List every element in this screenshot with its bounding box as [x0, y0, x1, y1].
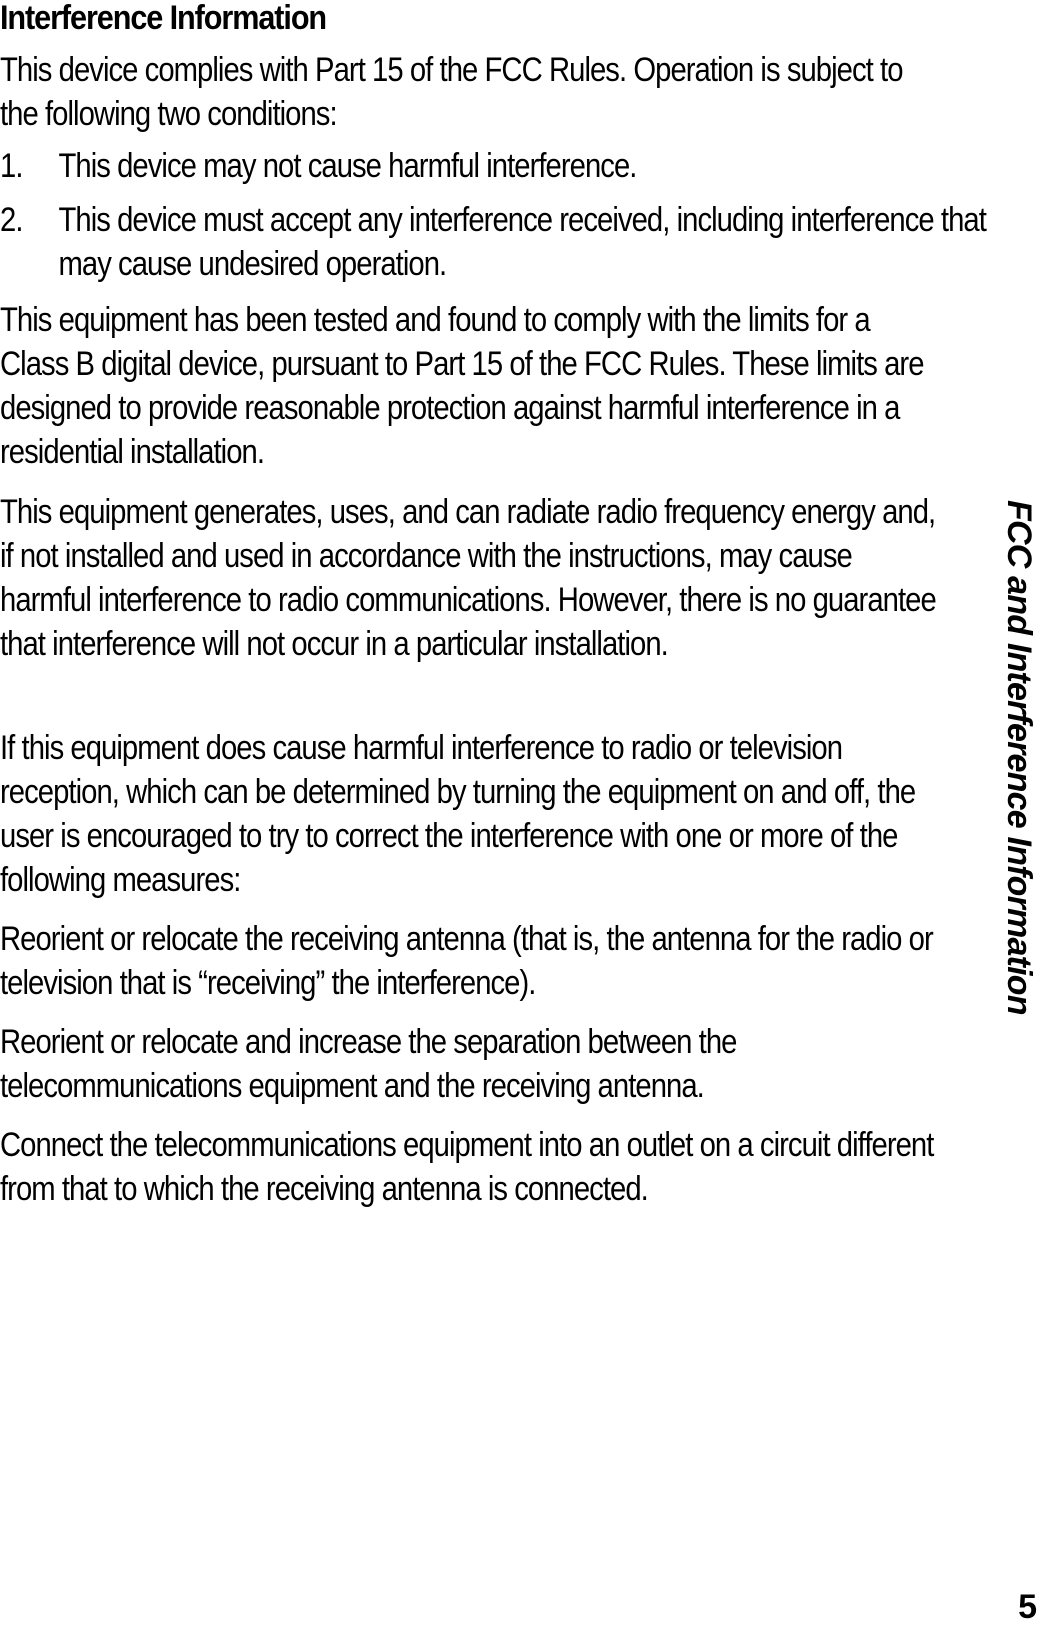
measure-reorient-antenna: Reorient or relocate the receiving antenna (that is, the antenna for the radio or television that is “receiving” the interference).: [0, 920, 933, 1002]
list-item: [0, 144, 1001, 188]
intro-paragraph: This device complies with Part 15 of the FCC Rules. Operation is subject to the following two conditions:: [0, 51, 903, 133]
side-tab: [1000, 500, 1040, 1120]
section-heading: Interference Information: [0, 0, 327, 37]
list-number: 2.: [0, 201, 23, 239]
corrective-measures-paragraph: If this equipment does cause harmful interference to radio or television reception, which can be determined by turning the equipment on and off, the user is encouraged to try to correct the interference with one or more of the following measures:: [0, 729, 916, 899]
list-text: This device may not cause harmful interference.: [58, 147, 637, 185]
page-number: 5: [1018, 1588, 1037, 1626]
list-number: 1.: [0, 147, 23, 185]
class-b-paragraph: This equipment has been tested and found to comply with the limits for a Class B digital device, pursuant to Part 15 of the FCC Rules. These limits are designed to provide reasonable protection against harmful interference in a residential installation.: [0, 301, 924, 471]
radio-frequency-paragraph: This equipment generates, uses, and can radiate radio frequency energy and, if not installed and used in accordance with the instructions, may cause harmful interference to radio communications. However, there is no guarantee that interference will not occur in a particular installation.: [0, 493, 936, 663]
list-text: This device must accept any interference received, including interference that may cause undesired operation.: [58, 201, 986, 283]
list-item: [0, 198, 1001, 286]
side-tab-label: FCC and Interference Information: [1000, 500, 1038, 1015]
measure-increase-separation: Reorient or relocate and increase the separation between the telecommunications equipment and the receiving antenna.: [0, 1023, 737, 1105]
measure-different-circuit: Connect the telecommunications equipment into an outlet on a circuit different from that to which the receiving antenna is connected.: [0, 1126, 934, 1208]
